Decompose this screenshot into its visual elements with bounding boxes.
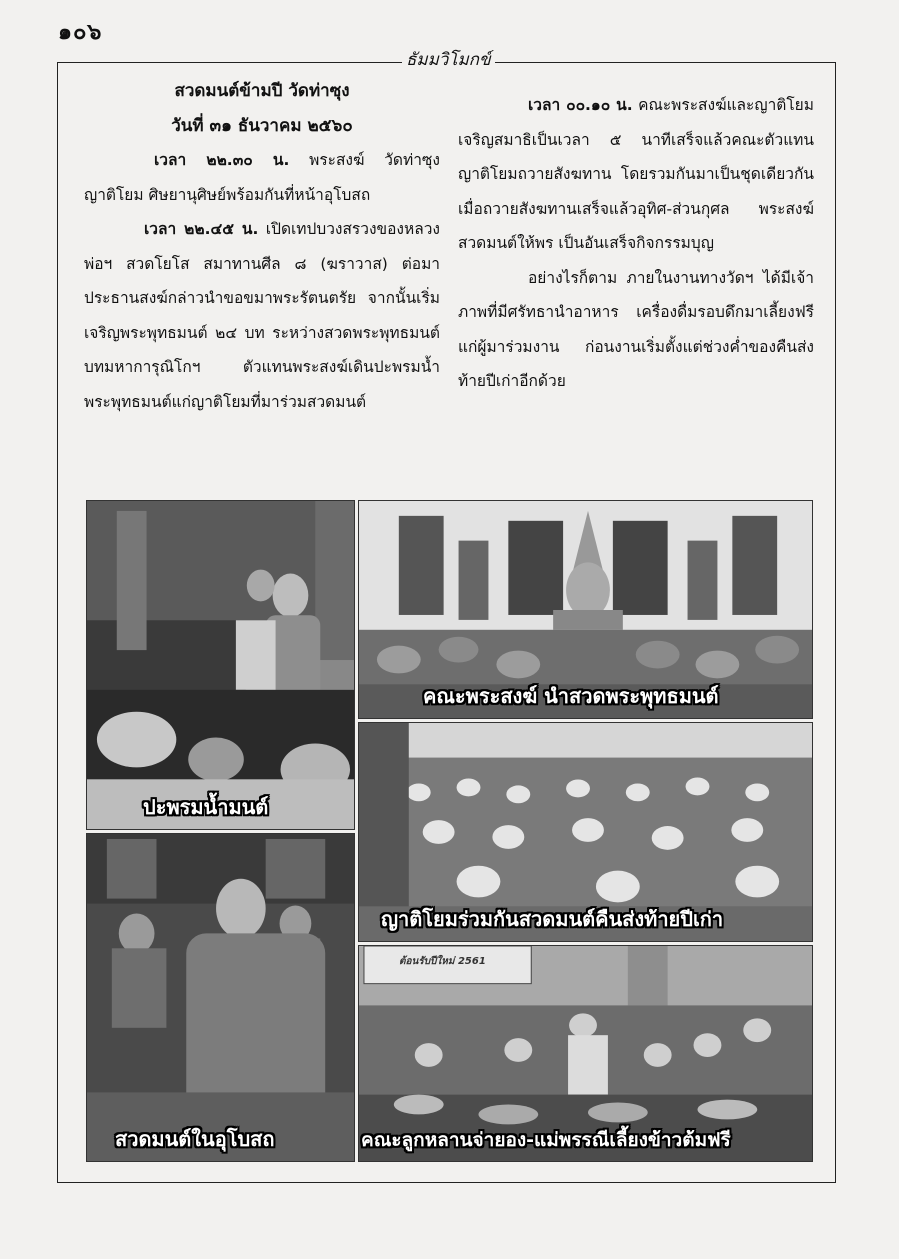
photo-ordination-image (87, 834, 354, 1161)
paragraph-2230-text: พระสงฆ์ วัดท่าซุง ญาติโยม ศิษยานุศิษย์พร้อมกันที่หน้าอุโบสถ (84, 151, 440, 204)
caption-free-food: คณะลูกหลานจ่ายอง-แม่พรรณีเลี้ยงข้าวต้มฟรี (361, 1129, 731, 1151)
paragraph-2245 (84, 212, 440, 419)
running-title: ธัมมวิโมกข์ (402, 46, 495, 73)
paragraph-food: อย่างไรก็ตาม ภายในงานทางวัดฯ ได้มีเจ้าภาพที่มีศรัทธานำอาหาร เครื่องดื่มรอบดึกมาเลี้ยงฟรีแก่ผู้มาร่วมงาน ก่อนงานเริ่มตั้งแต่ช่วงค่ำของคืนส่งท้ายปีเก่าอีกด้วย (458, 268, 814, 390)
article-left-column (84, 74, 440, 419)
caption-sprinkle: ปะพรมน้ำมนต์ (143, 795, 269, 819)
caption-laity-chant: ญาติโยมร่วมกันสวดมนต์คืนส่งท้ายปีเก่า (381, 907, 724, 931)
paragraph-0010-text: คณะพระสงฆ์และญาติโยมเจริญสมาธิเป็นเวลา ๕ นาทีเสร็จแล้วคณะตัวแทนญาติโยมถวายสังฆทาน โดยรวมกันมาเป็นชุดเดียวกัน เมื่อถวายสังฆทานเสร็จแล้วอุทิศ-ส่วนกุศล พระสงฆ์สวดมนต์ให้พร เป็นอันเสร็จกิจกรรมบุญ (458, 96, 814, 252)
article-date: วันที่ ๓๑ ธันวาคม ๒๕๖๐ (171, 115, 353, 136)
article-right-column (458, 74, 814, 399)
caption-ordination-hall: สวดมนต์ในอุโบสถ (115, 1127, 275, 1151)
photo-monks-lead-chant (358, 500, 813, 719)
time-2245: เวลา ๒๒.๔๕ น. (144, 220, 259, 238)
paragraph-0010 (458, 88, 814, 261)
photo-ordination-hall (86, 833, 355, 1162)
photo-sprinkle-holy-water (86, 500, 355, 830)
time-0010: เวลา ๐๐.๑๐ น. (528, 96, 633, 114)
photo-free-food (358, 945, 813, 1162)
paragraph-2230 (84, 143, 440, 212)
paragraph-2245-text: เปิดเทปบวงสรวงของหลวงพ่อฯ สวดโยโส สมาทานศีล ๘ (ฆราวาส) ต่อมาประธานสงฆ์กล่าวนำขอขมาพระรัตนตรัย จากนั้นเริ่มเจริญพระพุทธมนต์ ๒๔ บท ระหว่างสวดพระพุทธมนต์บทมหาการุณิโกฯ ตัวแทนพระสงฆ์เดินปะพรมน้ำพระพุทธมนต์แก่ญาติโยมที่มาร่วมสวดมนต์ (84, 220, 440, 411)
caption-monks-lead: คณะพระสงฆ์ นำสวดพระพุทธมนต์ (423, 684, 719, 708)
page-number: ๑๐๖ (58, 19, 103, 45)
time-2230: เวลา ๒๒.๓๐ น. (154, 151, 290, 169)
photo-sprinkle-image (87, 501, 354, 829)
banner-new-year: ต้อนรับปีใหม่ 2561 (399, 956, 486, 967)
photo-laity-chanting (358, 722, 813, 942)
article-title: สวดมนต์ข้ามปี วัดท่าซุง (174, 81, 350, 101)
